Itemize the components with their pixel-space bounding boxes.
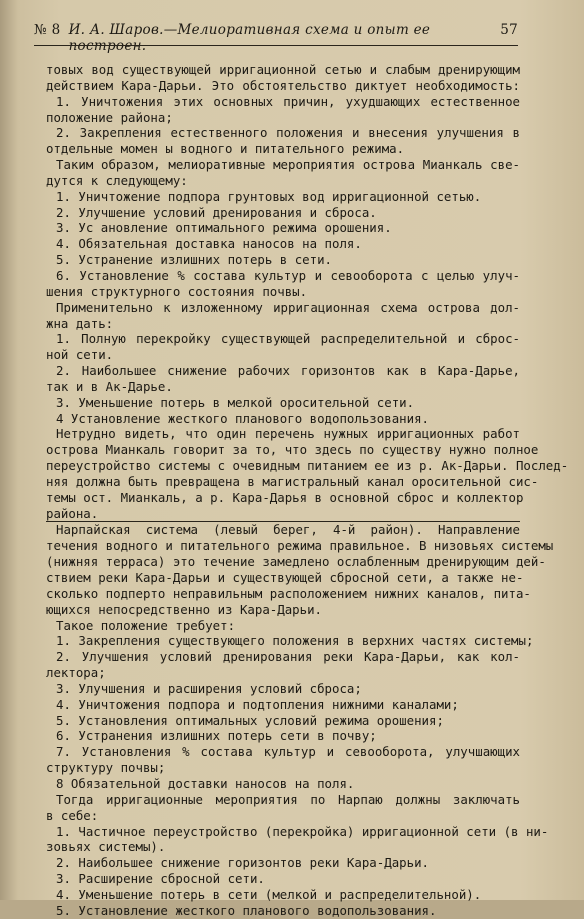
- page-number: 57: [500, 22, 518, 38]
- text-line: так и в Ак-Дарье.: [46, 378, 173, 394]
- text-line: 8 Обязательной доставки наносов на поля.: [56, 775, 355, 791]
- text-line: 5. Устранение излишних потерь в сети.: [56, 252, 333, 268]
- text-line: 1. Закрепления существующего положения в верхних частях системы;: [56, 633, 534, 649]
- text-line: 3. Уменьшение потерь в мелкой оросительной сети.: [56, 394, 415, 410]
- text-line: 2. Наибольшее снижение горизонтов реки Кара-Дарьи.: [56, 855, 429, 871]
- text-line: Такое положение требует:: [56, 617, 236, 633]
- text-line: ной сети.: [46, 347, 114, 363]
- text-line: течения водного и питательного режима правильное. В низовьях системы: [46, 538, 554, 554]
- text-line: шения структурного состояния почвы.: [46, 283, 308, 299]
- text-line: ствием реки Кара-Дарьи и существующей сбросной сети, а также не-: [46, 570, 524, 585]
- text-line: в себе:: [46, 807, 99, 823]
- text-line: 4 Установление жесткого планового водопользования.: [56, 410, 429, 426]
- running-header: [34, 22, 518, 54]
- issue-number: № 8: [34, 22, 61, 38]
- text-line: 5. Установление жесткого планового водопользования.: [56, 902, 437, 918]
- text-line: товых вод существующей ирригационной сетью и слабым дренирующим: [46, 62, 520, 77]
- text-line: 3. Ус ановление оптимального режима орошения.: [56, 220, 392, 236]
- text-line: 7. Установления % состава культур и севооборота, улучшающих: [56, 744, 520, 760]
- header-rule: [34, 45, 518, 46]
- running-title: И. А. Шаров.—Мелиоративная схема и опыт ее построен.: [68, 22, 431, 54]
- text-line: структуру почвы;: [46, 760, 166, 776]
- text-line: 1. Уничтожения этих основных причин, ухудшающих естественное: [56, 93, 520, 109]
- text-line: 1. Уничтожение подпора грунтовых вод ирригационной сетью.: [56, 188, 482, 204]
- text-line: 2. Наибольшее снижение рабочих горизонтов как в Кара-Дарье,: [56, 363, 520, 379]
- text-line: лектора;: [46, 665, 106, 681]
- text-line: зовьях системы).: [46, 839, 166, 855]
- text-line: жна дать:: [46, 315, 114, 331]
- text-line: острова Мианкаль говорит за то, что здесь по существу нужно полное: [46, 442, 539, 458]
- text-line: няя должна быть превращена в магистральный канал оросительной сис-: [46, 473, 539, 489]
- text-line: 4. Обязательная доставка наносов на поля.: [56, 236, 362, 252]
- text-line: сколько подперто неправильным расположением нижних каналов, пита-: [46, 585, 531, 601]
- text-line: 3. Расширение сбросной сети.: [56, 871, 265, 887]
- text-line: 2. Улучшения условий дренирования реки Кара-Дарьи, как кол-: [56, 649, 520, 665]
- text-line: Нетрудно видеть, что один перечень нужных ирригационных работ: [56, 426, 520, 442]
- text-line: 2. Закрепления естественного положения и внесения улучшения в: [56, 125, 520, 141]
- text-line: 1. Полную перекройку существующей распределительной и сброс-: [56, 331, 520, 347]
- body-text: [46, 62, 569, 919]
- text-line: Нарпайская система (левый берег, 4-й район). Направление: [56, 522, 520, 538]
- text-line: 1. Частичное переустройство (перекройка) ирригационной сети (в ни-: [56, 823, 549, 839]
- text-line: 6. Устранения излишних потерь сети в почву;: [56, 728, 377, 744]
- text-line: 6. Установление % состава культур и севооборота с целью улуч-: [56, 267, 520, 283]
- text-line: 4. Уничтожения подпора и подтопления нижними каналами;: [56, 696, 459, 712]
- text-line: дутся к следующему:: [46, 172, 188, 188]
- text-line: 3. Улучшения и расширения условий сброса;: [56, 680, 362, 696]
- text-line: действием Кара-Дарьи. Это обстоятельство диктует необходимость:: [46, 77, 520, 93]
- text-line: Тогда ирригационные мероприятия по Нарпаю должны заключать: [56, 791, 520, 807]
- text-line: 5. Установления оптимальных условий режима орошения;: [56, 712, 444, 728]
- text-line: района.: [46, 506, 520, 523]
- text-line: 4. Уменьшение потерь в сети (мелкой и распределительной).: [56, 886, 482, 902]
- text-line: отдельные момен ы водного и питательного режима.: [46, 141, 405, 157]
- text-line: 2. Улучшение условий дренирования и сброса.: [56, 204, 377, 220]
- text-line: переустройство системы с очевидным питанием ее из р. Ак-Дарьи. Послед-: [46, 458, 569, 474]
- text-line: Таким образом, мелиоративные мероприятия острова Мианкаль све-: [56, 157, 520, 173]
- text-line: (нижняя терраса) это течение замедлено ослабленным дренирующим дей-: [46, 554, 546, 570]
- text-line: ющихся непосредственно из Кара-Дарьи.: [46, 601, 323, 617]
- text-line: положение района;: [46, 109, 173, 125]
- text-line: темы ост. Мианкаль, а р. Кара-Дарья в основной сброс и коллектор: [46, 489, 524, 505]
- text-line: Применительно к изложенному ирригационная схема острова дол-: [56, 299, 520, 315]
